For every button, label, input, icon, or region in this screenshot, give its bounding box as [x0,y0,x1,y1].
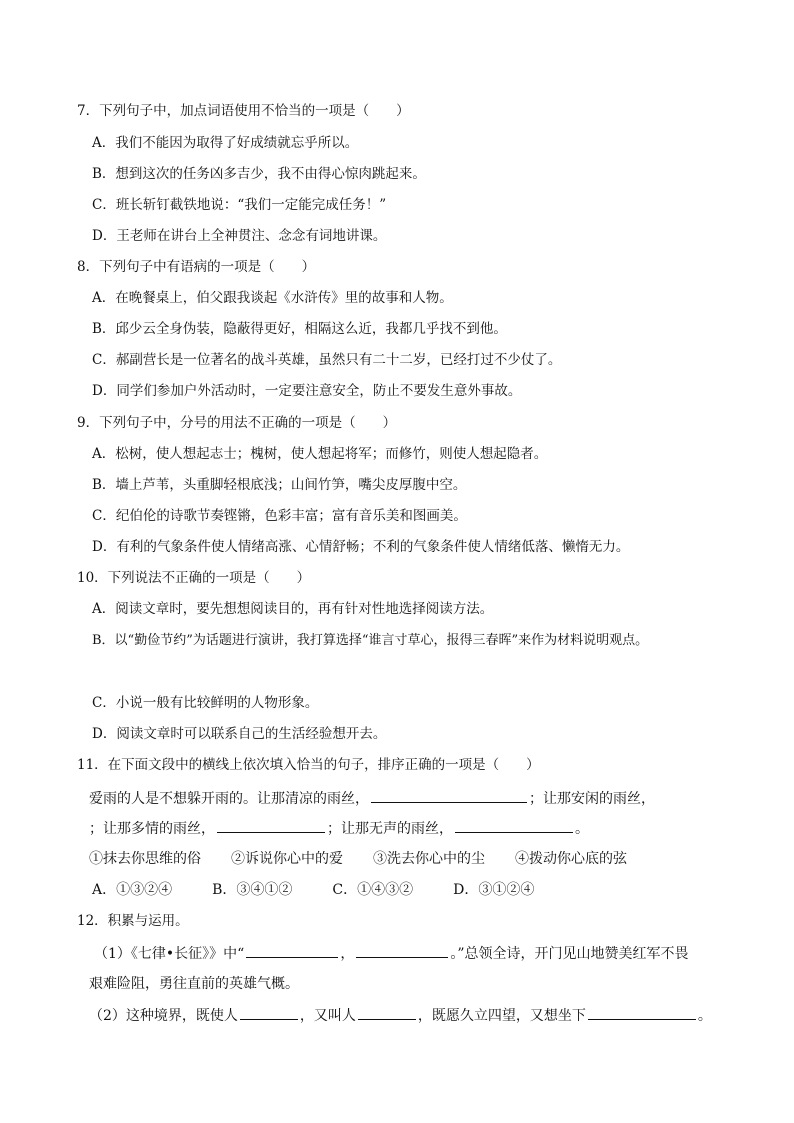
q12-sub2-text-b: ，又叫人 [299,1008,356,1024]
q12-sub1-text-c: 。”总领全诗，开门见山地赞美红军不畏 [450,946,689,962]
q11-choice-d: D．③①②④ [453,882,535,898]
q11-choice-b: B．③④①② [212,882,293,898]
q11-passage-text-2a: ；让那多情的雨丝， [89,821,215,837]
q7-stem: 7．下列句子中，加点词语使用不恰当的一项是（ ） [77,103,410,119]
q12-sub2-blank-1[interactable] [240,1005,298,1020]
q9-option-b: B．墙上芦苇，头重脚轻根底浅；山间竹笋，嘴尖皮厚腹中空。 [92,477,467,493]
q12-sub2-text-a: （2）这种境界，既使人 [89,1008,238,1024]
q7-option-d: D．王老师在讲台上全神贯注、念念有词地讲课。 [92,228,387,244]
q8-option-b: B．邱少云全身伪装，隐蔽得更好，相隔这么近，我都几乎找不到他。 [92,321,507,337]
q10-stem: 10．下列说法不正确的一项是（ ） [77,570,311,586]
q11-choice-a: A．①③②④ [92,882,173,898]
q11-item-1: ①抹去你思维的俗 [89,851,201,867]
q11-blank-2[interactable] [217,818,325,833]
q12-sub2-line [89,1005,712,1026]
q11-passage-text-1b: ；让那安闲的雨丝， [529,791,655,807]
q12-sub1-text-b: ， [340,946,355,962]
q10-option-a: A．阅读文章时，要先想想阅读目的，再有针对性地选择阅读方法。 [92,601,494,617]
q11-item-2: ②诉说你心中的爱 [231,851,343,867]
q11-stem: 11．在下面文段中的横线上依次填入恰当的句子，排序正确的一项是（ ） [77,757,540,773]
q8-option-d: D．同学们参加户外活动时，一定要注意安全，防止不要发生意外事故。 [92,383,522,399]
q7-option-a: A．我们不能因为取得了好成绩就忘乎所以。 [92,135,359,151]
q11-item-3: ③洗去你心中的尘 [373,851,485,867]
q12-sub1-text-a: （1）《七律•长征》》中“ [94,946,245,962]
q9-option-a: A．松树，使人想起志士；槐树，使人想起将军；而修竹，则使人想起隐者。 [92,446,548,462]
q12-sub2-blank-3[interactable] [588,1005,696,1020]
q10-option-d: D．阅读文章时可以联系自己的生活经验想开去。 [92,726,387,742]
q8-option-a: A．在晚餐桌上，伯父跟我谈起《水浒传》里的故事和人物。 [92,290,453,306]
q12-sub2-blank-2[interactable] [358,1005,416,1020]
q11-passage-text-1a: 爱雨的人是不想躲开雨的。让那清凉的雨丝， [89,791,369,807]
q11-choice-c: C．①④③② [332,882,414,898]
q11-passage-text-2c: 。 [575,821,589,837]
q12-sub1-blank-2[interactable] [356,943,448,958]
q12-sub1-line-2: 艰难险阻，勇往直前的英雄气概。 [89,976,299,992]
q7-option-b: B．想到这次的任务凶多吉少，我不由得心惊肉跳起来。 [92,166,426,182]
q9-option-d: D．有利的气象条件使人情绪高涨、心情舒畅；不利的气象条件使人情绪低落、懒惰无力。 [92,539,630,555]
q11-items [89,849,657,869]
q9-option-c: C．纪伯伦的诗歌节奏铿锵，色彩丰富；富有音乐美和图画美。 [92,508,467,524]
q12-sub2-text-d: 。 [697,1008,712,1024]
q12-sub2-text-c: ，既愿久立四望，又想坐下 [417,1008,586,1024]
q8-stem: 8．下列句子中有语病的一项是（ ） [77,259,316,275]
q12-sub1-line-1 [94,943,688,964]
q11-blank-3[interactable] [455,818,573,833]
q11-choices [92,880,564,900]
q11-passage-line-1 [89,788,655,809]
q9-stem: 9．下列句子中，分号的用法不正确的一项是（ ） [77,415,397,431]
q10-option-c: C．小说一般有比较鲜明的人物形象。 [92,695,319,711]
q11-blank-1[interactable] [371,788,527,803]
q10-option-b: B．以“勤俭节约”为话题进行演讲，我打算选择“谁言寸草心，报得三春晖”来作为材料说明观点。 [92,633,649,648]
q12-stem: 12．积累与运用。 [77,913,189,929]
q11-passage-line-2 [89,818,589,839]
q11-passage-text-2b: ；让那无声的雨丝， [327,821,453,837]
q12-sub1-blank-1[interactable] [246,943,338,958]
q7-option-c: C．班长斩钉截铁地说：“我们一定能完成任务！” [92,197,387,213]
q8-option-c: C．郝副营长是一位著名的战斗英雄，虽然只有二十二岁，已经打过不少仗了。 [92,352,562,368]
q11-item-4: ④拨动你心底的弦 [515,851,627,867]
